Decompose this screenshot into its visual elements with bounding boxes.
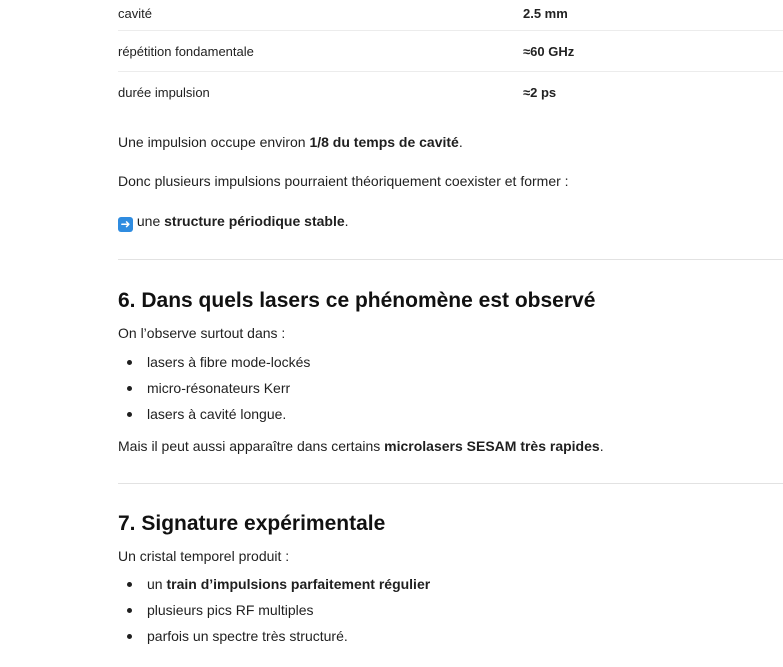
table-row bbox=[118, 72, 783, 112]
bold-text: 1/8 du temps de cavité bbox=[309, 134, 459, 150]
list-item: parfois un spectre très structuré. bbox=[118, 626, 783, 646]
text-run: . bbox=[599, 438, 604, 454]
text-run: . bbox=[458, 134, 463, 150]
text-run: un bbox=[147, 576, 167, 592]
section-heading-7: 7. Signature expérimentale bbox=[118, 512, 386, 535]
text-run: Une impulsion occupe environ bbox=[118, 134, 310, 150]
section6-list bbox=[118, 352, 783, 424]
table-cell-value: ≈2 ps bbox=[523, 84, 557, 100]
bold-text: structure périodique stable bbox=[164, 213, 345, 229]
text-run: . bbox=[344, 213, 349, 229]
list-item: lasers à cavité longue. bbox=[118, 404, 783, 424]
table-cell-label: durée impulsion bbox=[118, 84, 210, 100]
table-cell-value: ≈60 GHz bbox=[523, 43, 575, 59]
text-run: Mais il peut aussi apparaître dans certains bbox=[118, 438, 385, 454]
paragraph-structure bbox=[118, 211, 783, 232]
chat-message-content bbox=[118, 0, 783, 646]
bold-text: train d’impulsions parfaitement régulier bbox=[166, 576, 431, 592]
table-row bbox=[118, 31, 783, 72]
paragraph-coexist: Donc plusieurs impulsions pourraient théoriquement coexister et former : bbox=[118, 173, 569, 189]
table-row bbox=[118, 0, 783, 31]
list-item: plusieurs pics RF multiples bbox=[118, 600, 783, 620]
section-divider bbox=[118, 259, 783, 260]
list-item: lasers à fibre mode-lockés bbox=[118, 352, 783, 372]
text-run: une bbox=[133, 213, 165, 229]
spec-table bbox=[118, 0, 783, 112]
table-cell-value: 2.5 mm bbox=[523, 5, 568, 21]
section-heading-6: 6. Dans quels lasers ce phénomène est observé bbox=[118, 289, 596, 312]
section6-outro bbox=[118, 436, 783, 456]
list-item: micro-résonateurs Kerr bbox=[118, 378, 783, 398]
section7-list bbox=[118, 574, 783, 646]
section7-intro: Un cristal temporel produit : bbox=[118, 548, 290, 564]
section6-intro: On l’observe surtout dans : bbox=[118, 325, 286, 341]
section-divider bbox=[118, 483, 783, 484]
list-item bbox=[118, 574, 783, 594]
table-cell-label: cavité bbox=[118, 5, 152, 21]
bold-text: microlasers SESAM très rapides bbox=[384, 438, 600, 454]
arrow-right-icon: ➜ bbox=[118, 217, 133, 232]
table-cell-label: répétition fondamentale bbox=[118, 43, 254, 59]
paragraph-impulse-ratio bbox=[118, 132, 783, 152]
